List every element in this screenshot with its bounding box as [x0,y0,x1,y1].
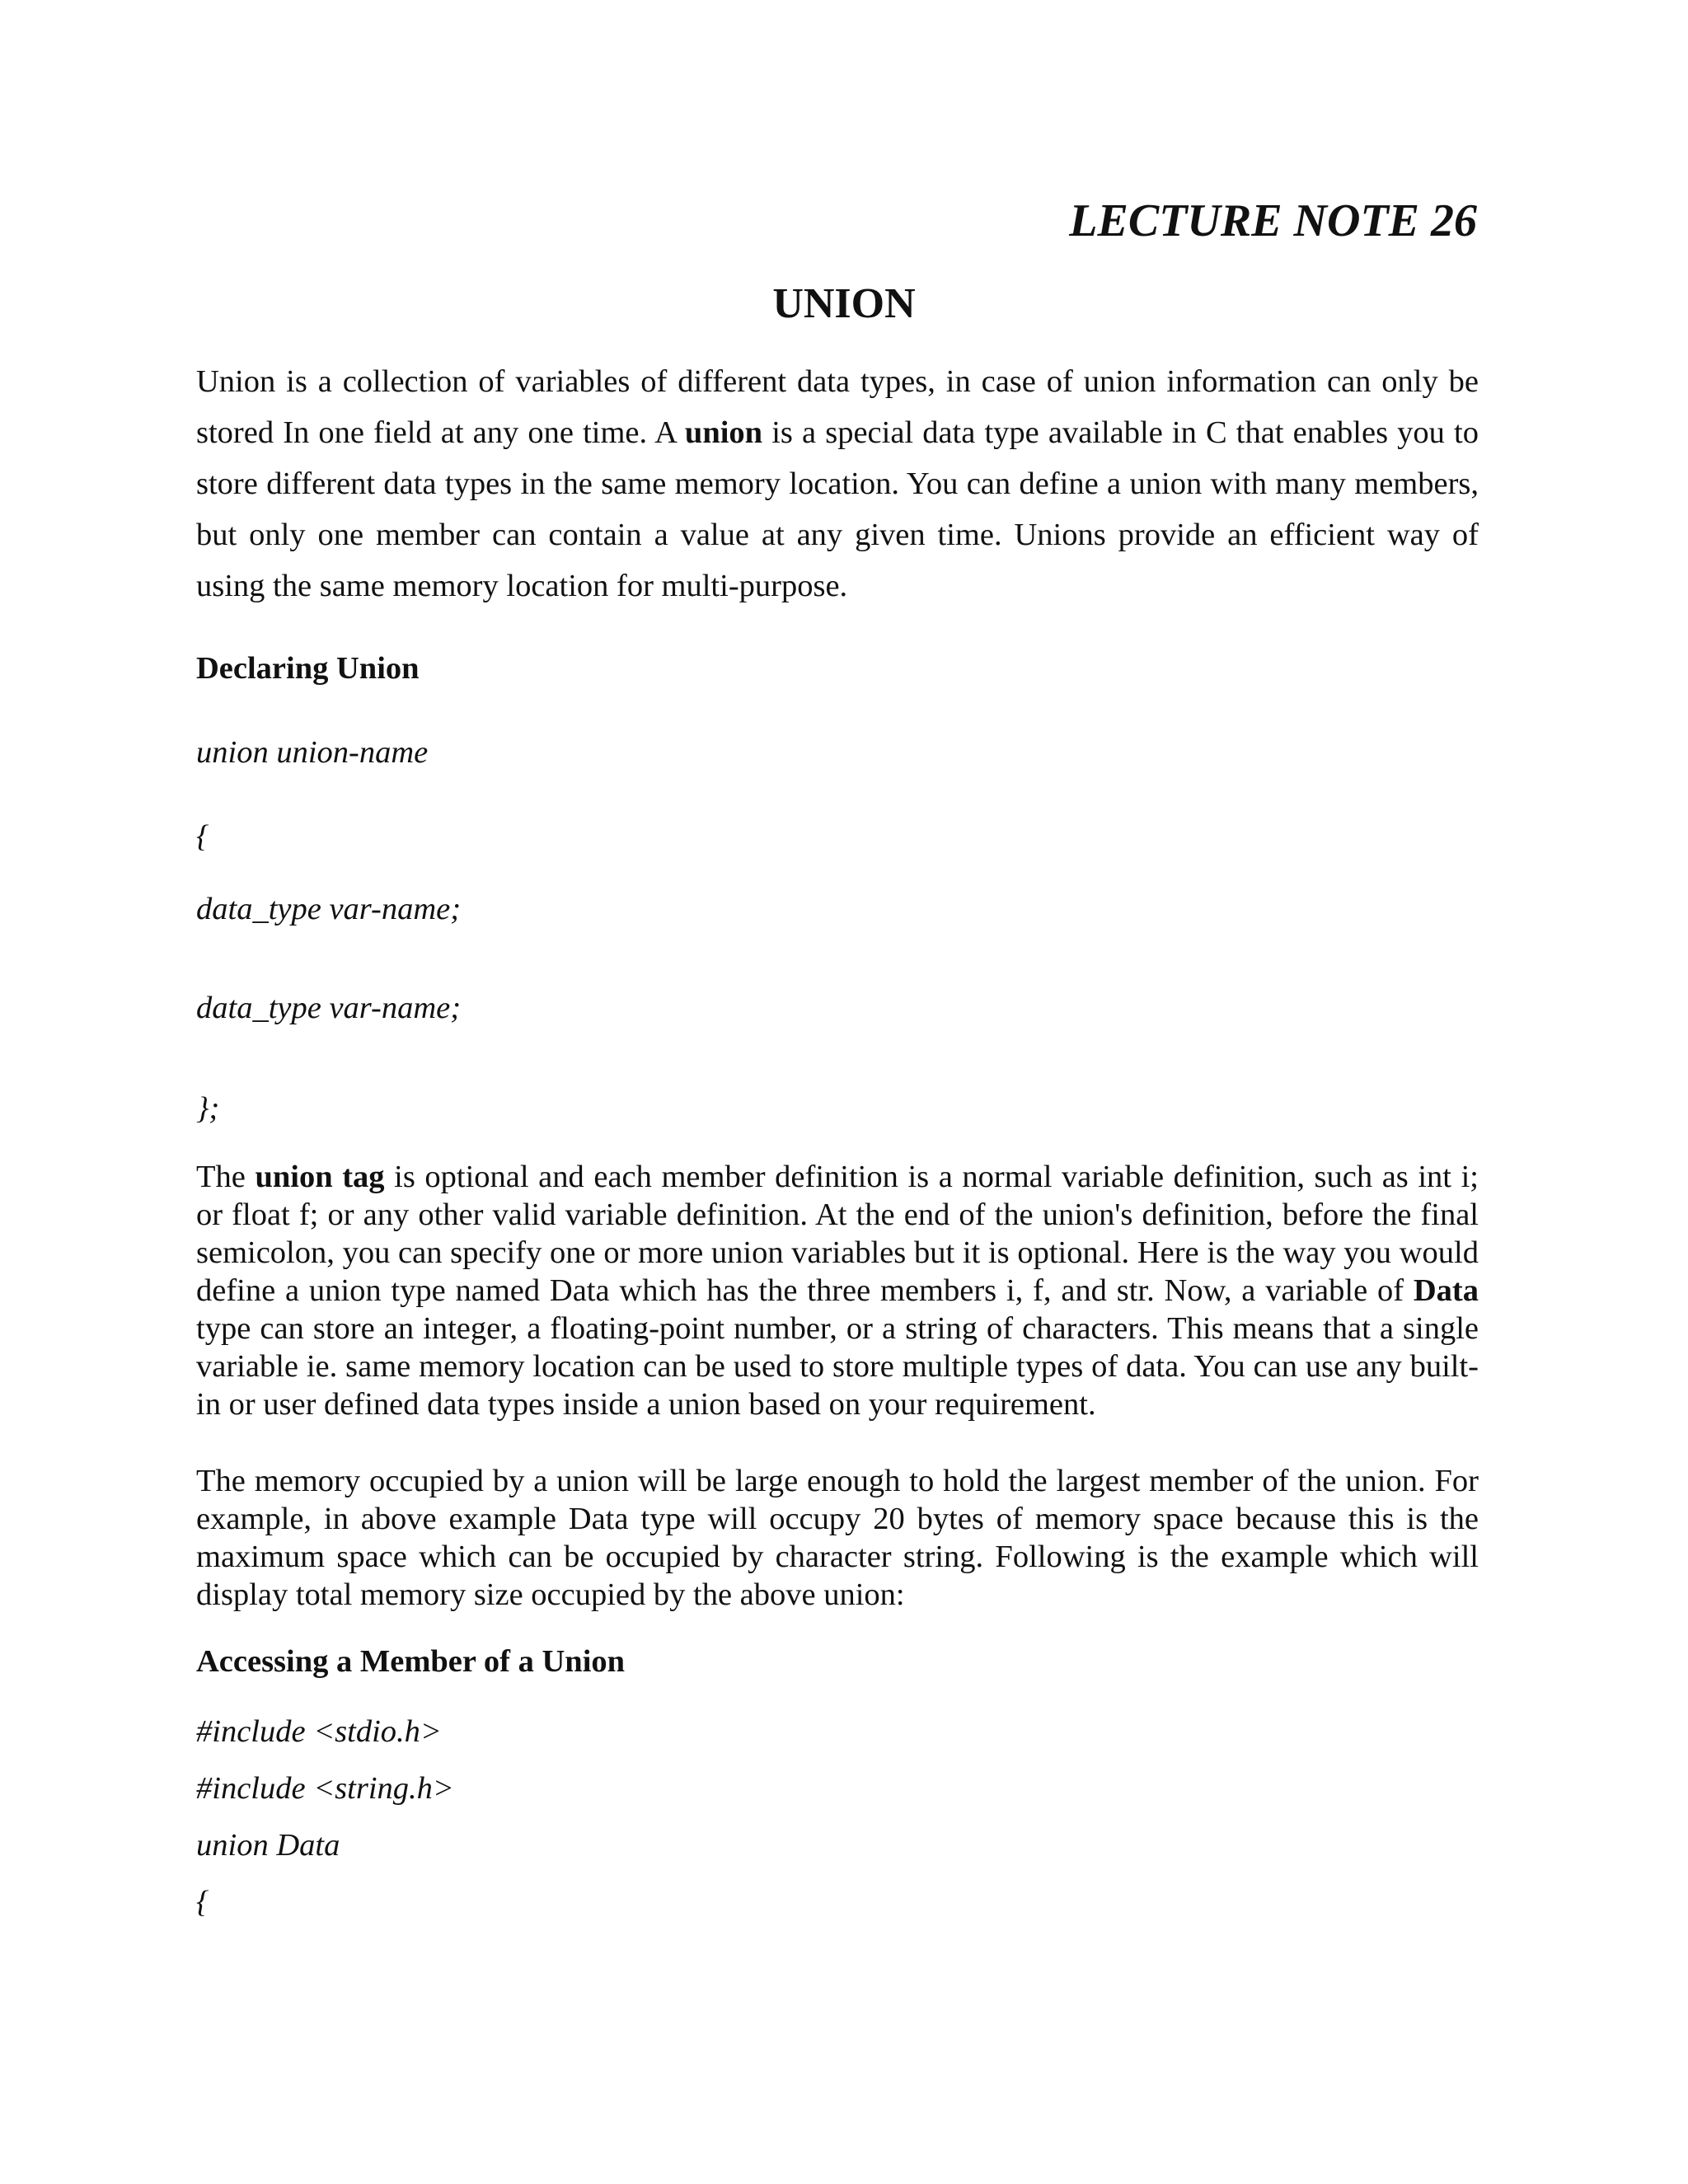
intro-paragraph [196,356,1479,612]
tag-bold-data: Data [1413,1273,1479,1308]
tag-bold-union-tag: union tag [255,1160,385,1194]
declaring-code-line: data_type var-name; [196,892,462,926]
page-title: UNION [772,280,916,327]
tag-text-2: is optional and each member definition is a normal variable definition, such as int i; or float f; or any other valid variable definition. At the end of the union's definition, before the final semicolon, you can specify one or more union variables but it is optional. Here is the way you would define a union type named Data which has the three members i, f, and str. Now, a variable of [196,1160,1479,1308]
memory-paragraph: The memory occupied by a union will be large enough to hold the largest member of the union. For example, in above example Data type will occupy 20 bytes of memory space because this is the maximum space which can be occupied by character string. Following is the example which will display total memory size occupied by the above union: [196,1464,1479,1612]
lecture-note-label: LECTURE NOTE 26 [1069,195,1477,246]
union-tag-paragraph [196,1158,1479,1423]
intro-text-1: Union is a collection of variables of different data types, in case of union information can only be stored In one field at any one time. A [196,364,1479,450]
declaring-code-line: }; [196,1091,220,1126]
declaring-code-line: data_type var-name; [196,991,462,1025]
accessing-member-heading: Accessing a Member of a Union [196,1644,626,1679]
accessing-code-line: #include <stdio.h> [196,1714,442,1749]
intro-text-2: is a special data type available in C that enables you to store different data types in the same memory location. You can define a union with many members, but only one member can contain a value at any given time. Unions provide an efficient way of using the same memory location for multi-purpose. [196,415,1479,603]
intro-bold-union: union [684,415,763,450]
accessing-code-line: { [196,1885,209,1919]
declaring-code-line: { [196,819,209,854]
tag-text-1: The [196,1160,256,1194]
tag-text-3: type can store an integer, a floating-point number, or a string of characters. This means that a single variable ie. same memory location can be used to store multiple types of data. You can use any built-in or user defined data types inside a union based on your requirement. [196,1311,1479,1422]
accessing-code-line: union Data [196,1828,340,1863]
declaring-code-line: union union-name [196,735,429,770]
accessing-code-line: #include <string.h> [196,1771,454,1806]
declaring-union-heading: Declaring Union [196,651,420,686]
